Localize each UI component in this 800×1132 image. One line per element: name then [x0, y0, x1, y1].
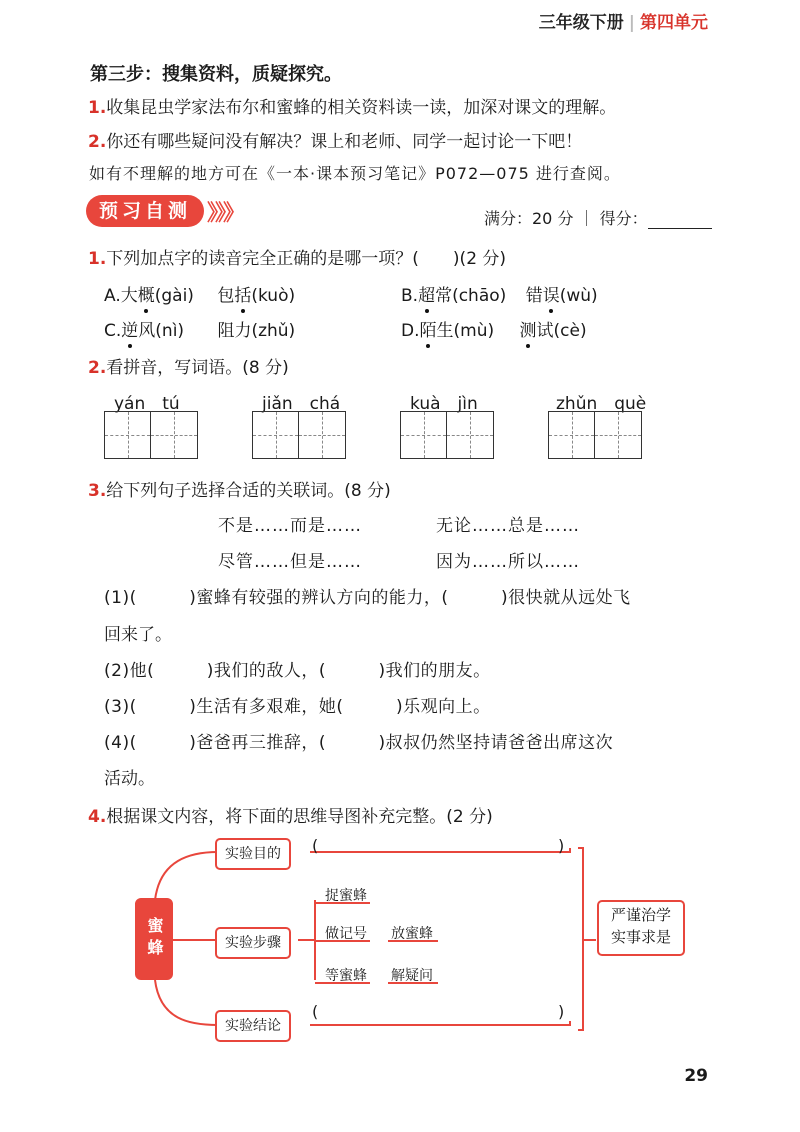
conjunction-choice-4: 因为……所以……: [436, 552, 580, 572]
step3-item-1: [88, 93, 616, 118]
question-text: 看拼音，写词语。(8 分): [106, 358, 289, 378]
pinyin-word-2: jiǎn chá: [262, 394, 341, 414]
pinyin: (zhǔ): [251, 321, 296, 341]
preview-test-banner: 预习自测: [86, 195, 204, 227]
pinyin: (kuò): [251, 286, 296, 306]
question-1: [88, 244, 506, 269]
writing-grid-4[interactable]: [548, 411, 642, 459]
mind-map-root: 蜜蜂: [135, 898, 173, 980]
sentence-3[interactable]: (3)( )生活有多艰难，她( )乐观向上。: [104, 697, 491, 717]
step-solve-question: 解疑问: [391, 968, 433, 984]
pinyin-word-3: kuà jìn: [410, 394, 478, 414]
page-number: 29: [684, 1066, 708, 1086]
score-divider: ｜: [578, 209, 595, 228]
pinyin: (chāo): [452, 286, 507, 306]
dotted-char: 超: [418, 286, 436, 306]
pinyin: (mù): [453, 321, 495, 341]
header-divider: |: [628, 13, 635, 33]
grid-cell[interactable]: [447, 412, 493, 458]
full-score: 满分：20 分: [484, 209, 574, 228]
option-text: 试: [536, 321, 554, 341]
pinyin: (gài): [154, 286, 194, 306]
purpose-paren-open[interactable]: (: [312, 836, 319, 855]
writing-grid-2[interactable]: [252, 411, 346, 459]
writing-grid-1[interactable]: [104, 411, 198, 459]
grid-cell[interactable]: [401, 412, 447, 458]
purpose-paren-close: ): [558, 836, 565, 855]
option-a[interactable]: [104, 281, 295, 306]
option-text: D.: [401, 321, 420, 341]
sentence-4-cont: 活动。: [104, 769, 155, 789]
pinyin: (cè): [553, 321, 587, 341]
pinyin-word-1: yán tú: [114, 394, 180, 414]
purpose-underline: [310, 848, 570, 852]
option-text: 包: [217, 286, 235, 306]
summary-bracket: [578, 848, 596, 1030]
score-blank[interactable]: [648, 212, 712, 229]
steps-connector: [298, 900, 315, 980]
question-number: 1.: [88, 249, 107, 269]
step-release-bees: 放蜜蜂: [391, 926, 433, 942]
step3-title: 第三步：搜集资料，质疑探究。: [90, 64, 342, 85]
option-text: 风: [138, 321, 156, 341]
dotted-char: 误: [542, 286, 560, 306]
option-text: A.大: [104, 286, 138, 306]
dotted-char: 括: [234, 286, 252, 306]
step3-item-2: [88, 127, 582, 152]
dotted-char: 逆: [121, 321, 139, 341]
writing-grid-3[interactable]: [400, 411, 494, 459]
sentence-1[interactable]: (1)( )蜜蜂有较强的辨认方向的能力，( )很快就从远处飞: [104, 588, 631, 608]
step3-note: 如有不理解的地方可在《一本·课本预习笔记》P072—075 进行查阅。: [89, 164, 621, 183]
question-number: 2.: [88, 358, 107, 378]
branch-conclusion: 实验结论: [215, 1010, 291, 1042]
question-3: [88, 476, 391, 501]
sentence-4[interactable]: (4)( )爸爸再三推辞，( )叔叔仍然坚持请爸爸出席这次: [104, 733, 614, 753]
step-wait-bees: 等蜜蜂: [325, 968, 367, 984]
item-text: 收集昆虫学家法布尔和蜜蜂的相关资料读一读，加深对课文的理解。: [106, 98, 617, 118]
option-text: C.: [104, 321, 122, 341]
summary-box: 严谨治学 实事求是: [597, 900, 685, 956]
page-header: [539, 8, 708, 33]
conjunction-choice-2: 无论……总是……: [436, 516, 580, 536]
question-text: 下列加点字的读音完全正确的是哪一项？( )(2 分): [106, 249, 507, 269]
option-text: 生: [436, 321, 454, 341]
conclusion-paren-open[interactable]: (: [312, 1002, 319, 1021]
unit-label: 第四单元: [640, 13, 708, 33]
option-d[interactable]: [401, 316, 587, 341]
question-text: 给下列句子选择合适的关联词。(8 分): [106, 481, 391, 501]
grid-cell[interactable]: [299, 412, 345, 458]
grid-cell[interactable]: [151, 412, 197, 458]
item-text: 你还有哪些疑问没有解决？课上和老师、同学一起讨论一下吧！: [106, 132, 583, 152]
option-text: 常: [435, 286, 453, 306]
grade-label: 三年级下册: [538, 13, 624, 33]
step-catch-bees: 捉蜜蜂: [325, 888, 367, 904]
grid-cell[interactable]: [105, 412, 151, 458]
branch-connector-3: [155, 980, 218, 1025]
branch-connector-1: [155, 852, 218, 900]
question-2: [88, 353, 289, 378]
conclusion-paren-close: ): [558, 1002, 565, 1021]
sentence-1-cont: 回来了。: [104, 625, 172, 645]
conclusion-underline: [310, 1021, 570, 1025]
dotted-char: 测: [519, 321, 537, 341]
pinyin: (nì): [155, 321, 185, 341]
score-line: [484, 206, 712, 229]
conjunction-choice-3: 尽管……但是……: [218, 552, 362, 572]
step-mark-bees: 做记号: [325, 926, 367, 942]
question-number: 4.: [88, 807, 107, 827]
option-text: 阻力: [217, 321, 252, 341]
grid-cell[interactable]: [595, 412, 641, 458]
item-number: 1.: [88, 98, 107, 118]
branch-purpose: 实验目的: [215, 838, 291, 870]
score-label: 得分：: [599, 209, 648, 228]
pinyin-word-4: zhǔn què: [556, 394, 647, 414]
sentence-2[interactable]: (2)他( )我们的敌人，( )我们的朋友。: [104, 661, 491, 681]
question-text: 根据课文内容，将下面的思维导图补充完整。(2 分): [106, 807, 493, 827]
pinyin: (wù): [559, 286, 598, 306]
grid-cell[interactable]: [549, 412, 595, 458]
branch-steps: 实验步骤: [215, 927, 291, 959]
dotted-char: 陌: [419, 321, 437, 341]
item-number: 2.: [88, 132, 107, 152]
grid-cell[interactable]: [253, 412, 299, 458]
dotted-char: 概: [137, 286, 155, 306]
option-c[interactable]: [104, 316, 295, 341]
option-text: 错: [525, 286, 543, 306]
option-b[interactable]: [401, 281, 598, 306]
question-number: 3.: [88, 481, 107, 501]
option-text: B.: [401, 286, 419, 306]
conjunction-choice-1: 不是……而是……: [218, 516, 362, 536]
chevron-arrows-icon: 》》》: [207, 201, 243, 226]
